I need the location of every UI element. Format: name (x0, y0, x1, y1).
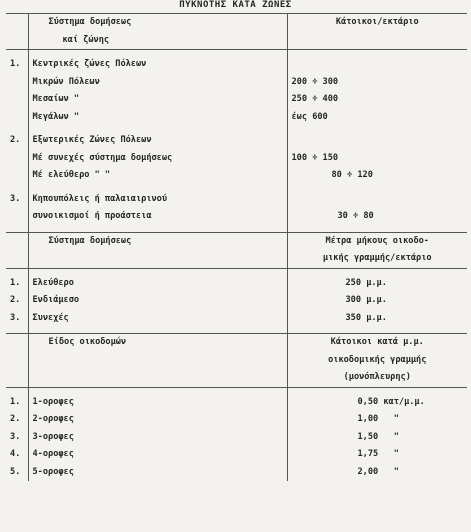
row-label: Μέ ελεύθερο " " (28, 167, 287, 185)
section1-header-col1-line1: Σύστημα δομήσεως (48, 17, 132, 27)
section2-header (6, 232, 467, 268)
group-title: Εξωτερικές Ζώνες Πόλεων (28, 132, 287, 150)
section1-header-col2: Κάτοικοι/εκτάριο (287, 14, 467, 50)
group-title: Κεντρικές ζώνες Πόλεων (28, 56, 287, 74)
row-label: 5-οροφες (28, 464, 287, 482)
table-row (6, 275, 467, 293)
table-row (6, 446, 467, 464)
row-label: 1-οροφες (28, 394, 287, 412)
row-value: 30 ÷ 80 (337, 211, 374, 221)
row-label: Ελεύθερο (28, 275, 287, 293)
row-label: 3-οροφες (28, 429, 287, 447)
table-row (6, 150, 467, 168)
table-row (6, 208, 467, 226)
table-row (6, 394, 467, 412)
table-row (6, 74, 467, 92)
section3-header-col2-line1: Κάτοικοι κατά μ.μ. (330, 337, 424, 347)
row-number: 2. (6, 292, 28, 310)
table-row (6, 310, 467, 328)
row-number: 2. (6, 411, 28, 429)
table-row (6, 429, 467, 447)
row-value: 80 ÷ 120 (331, 170, 373, 180)
density-table (6, 13, 467, 481)
table-row (6, 411, 467, 429)
row-number: 1. (6, 275, 28, 293)
row-value: 1,00 " (357, 414, 399, 424)
row-value: 100 ÷ 150 (291, 152, 339, 163)
row-label: Συνεχές (28, 310, 287, 328)
group-number: 1. (6, 56, 28, 74)
table-row (6, 91, 467, 109)
section2-header-col2-line1: Μέτρα μήκους οικοδο- (325, 235, 429, 246)
row-label: Ενδιάμεσο (28, 292, 287, 310)
group-number: 2. (6, 132, 28, 150)
group-number: 3. (6, 191, 28, 209)
section2-header-col2-line2: μικής γραμμής/εκτάριο (322, 253, 432, 263)
row-label: 2-οροφες (28, 411, 287, 429)
section3-header-col1: Είδος οικοδομών (28, 334, 287, 388)
group-title: Κηπουπόλεις ή παλαιαιρινού (28, 191, 287, 209)
table-row (6, 167, 467, 185)
page-title: ΠΥΚΝΟΤΗΣ ΚΑΤΑ ΖΩΝΕΣ (179, 0, 292, 10)
row-label: Μέ συνεχές σύστημα δομήσεως (28, 150, 287, 168)
row-number: 3. (6, 429, 28, 447)
section3-header-col2-line2: οικοδομικής γραμμής (328, 354, 427, 365)
row-value: 1,75 " (357, 449, 399, 459)
row-value: 250 μ.μ. (345, 277, 387, 288)
row-label: Μικρών Πόλεων (28, 74, 287, 92)
group-row (6, 56, 467, 74)
table-row (6, 292, 467, 310)
group-row (6, 132, 467, 150)
row-label: Μεγάλων " (28, 109, 287, 127)
row-number: 1. (6, 394, 28, 412)
row-value: 200 ÷ 300 (291, 76, 339, 87)
row-value: 2,00 " (357, 466, 399, 477)
row-label: 4-οροφες (28, 446, 287, 464)
row-label: συνοικισμοί ή προάστεια (28, 208, 287, 226)
row-number: 3. (6, 310, 28, 328)
table-row (6, 464, 467, 482)
section2-header-col1: Σύστημα δομήσεως (28, 232, 287, 268)
row-value: 0,50 κατ/μ.μ. (357, 396, 425, 407)
row-value: 350 μ.μ. (345, 312, 387, 323)
group-row (6, 191, 467, 209)
row-value: έως 600 (291, 111, 328, 122)
section1-header-col1-line2: καί ζώνης (62, 34, 110, 45)
table-row (6, 109, 467, 127)
row-value: 1,50 " (357, 431, 399, 442)
row-label: Μεσαίων " (28, 91, 287, 109)
section3-header-col2-line3: (μονόπλευρης) (343, 372, 411, 382)
section1-header (6, 14, 467, 50)
row-number: 5. (6, 464, 28, 482)
row-value: 300 μ.μ. (345, 295, 387, 305)
row-value: 250 ÷ 400 (291, 94, 339, 104)
section3-header (6, 334, 467, 388)
row-number: 4. (6, 446, 28, 464)
